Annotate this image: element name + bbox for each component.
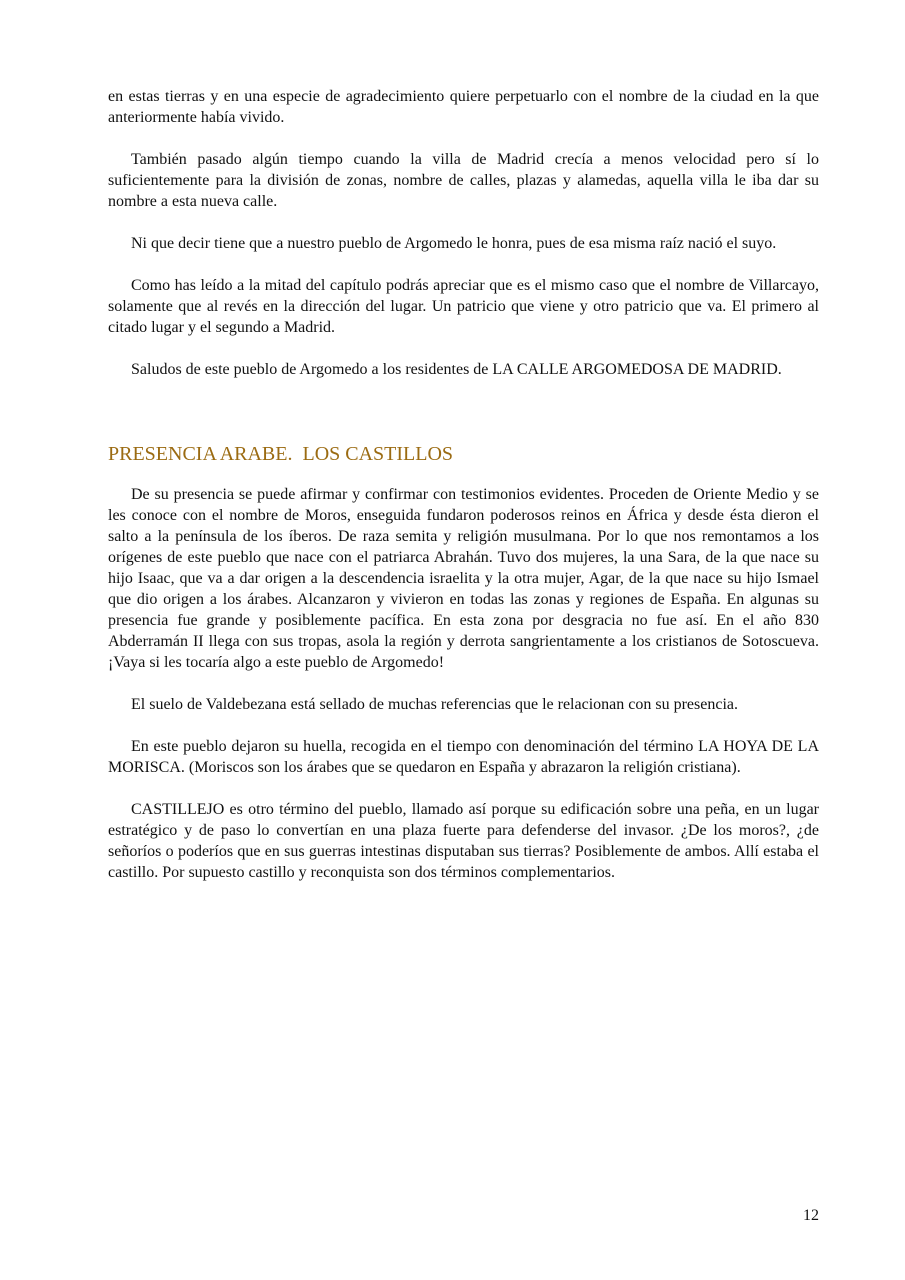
paragraph-hoya-morisca: En este pueblo dejaron su huella, recogida en el tiempo con denominación del término LA HOYA DE LA MORISCA. (Moriscos son los árabes que se quedaron en España y abrazaron la religión cristiana).	[108, 738, 819, 776]
paragraph-argomedo-honor: Ni que decir tiene que a nuestro pueblo de Argomedo le honra, pues de esa misma raíz nació el suyo.	[131, 235, 777, 252]
paragraph-castillejo: CASTILLEJO es otro término del pueblo, llamado así porque su edificación sobre una peña, en un lugar estratégico y de paso lo convertían en una plaza fuerte para defenderse del invasor. ¿De los moros?, ¿de señoríos o poderíos que en sus guerras intestinas disputaban sus tierras? Posiblemente de ambos. Allí estaba el castillo. Por supuesto castillo y reconquista son dos términos complementarios.	[108, 801, 819, 881]
paragraph-villarcayo: Como has leído a la mitad del capítulo podrás apreciar que es el mismo caso que el nombre de Villarcayo, solamente que al revés en la dirección del lugar. Un patricio que viene y otro patricio que va. El primero al citado lugar y el segundo a Madrid.	[108, 277, 819, 336]
paragraph-arab-presence: De su presencia se puede afirmar y confirmar con testimonios evidentes. Proceden de Oriente Medio y se les conoce con el nombre de Moros, enseguida fundaron poderosos reinos en África y desde ésta dieron el salto a la península de los íberos. De raza semita y religión musulmana. Por lo que nos remontamos a los orígenes de este pueblo que nace con el patriarca Abrahán. Tuvo dos mujeres, la una Sara, de la que nace su hijo Isaac, que va a dar origen a la descendencia israelita y la otra mujer, Agar, de la que nace su hijo Ismael que dio origen a los árabes. Alcanzaron y vivieron en todas las zonas y regiones de España. En algunas su presencia fue grande y posiblemente pacífica. En esta zona por desgracia no fue así. En el año 830 Abderramán II llega con sus tropas, asola la región y derrota sangrientamente a los cristianos de Sotoscueva. ¡Vaya si les tocaría algo a este pueblo de Argomedo!	[108, 486, 819, 671]
page-content	[108, 86, 819, 904]
page-number: 12	[803, 1207, 819, 1224]
paragraph-madrid-street: También pasado algún tiempo cuando la villa de Madrid crecía a menos velocidad pero sí lo suficientemente para la división de zonas, nombre de calles, plazas y alamedas, aquella villa le iba dar su nombre a esta nueva calle.	[108, 151, 819, 210]
paragraph-greetings: Saludos de este pueblo de Argomedo a los residentes de LA CALLE ARGOMEDOSA DE MADRID.	[131, 361, 782, 378]
paragraph-valdebezana: El suelo de Valdebezana está sellado de muchas referencias que le relacionan con su presencia.	[131, 696, 738, 713]
section-heading: PRESENCIA ARABE. LOS CASTILLOS	[108, 443, 454, 465]
paragraph-continuation: en estas tierras y en una especie de agradecimiento quiere perpetuarlo con el nombre de la ciudad en la que anteriormente había vivido.	[108, 88, 819, 126]
